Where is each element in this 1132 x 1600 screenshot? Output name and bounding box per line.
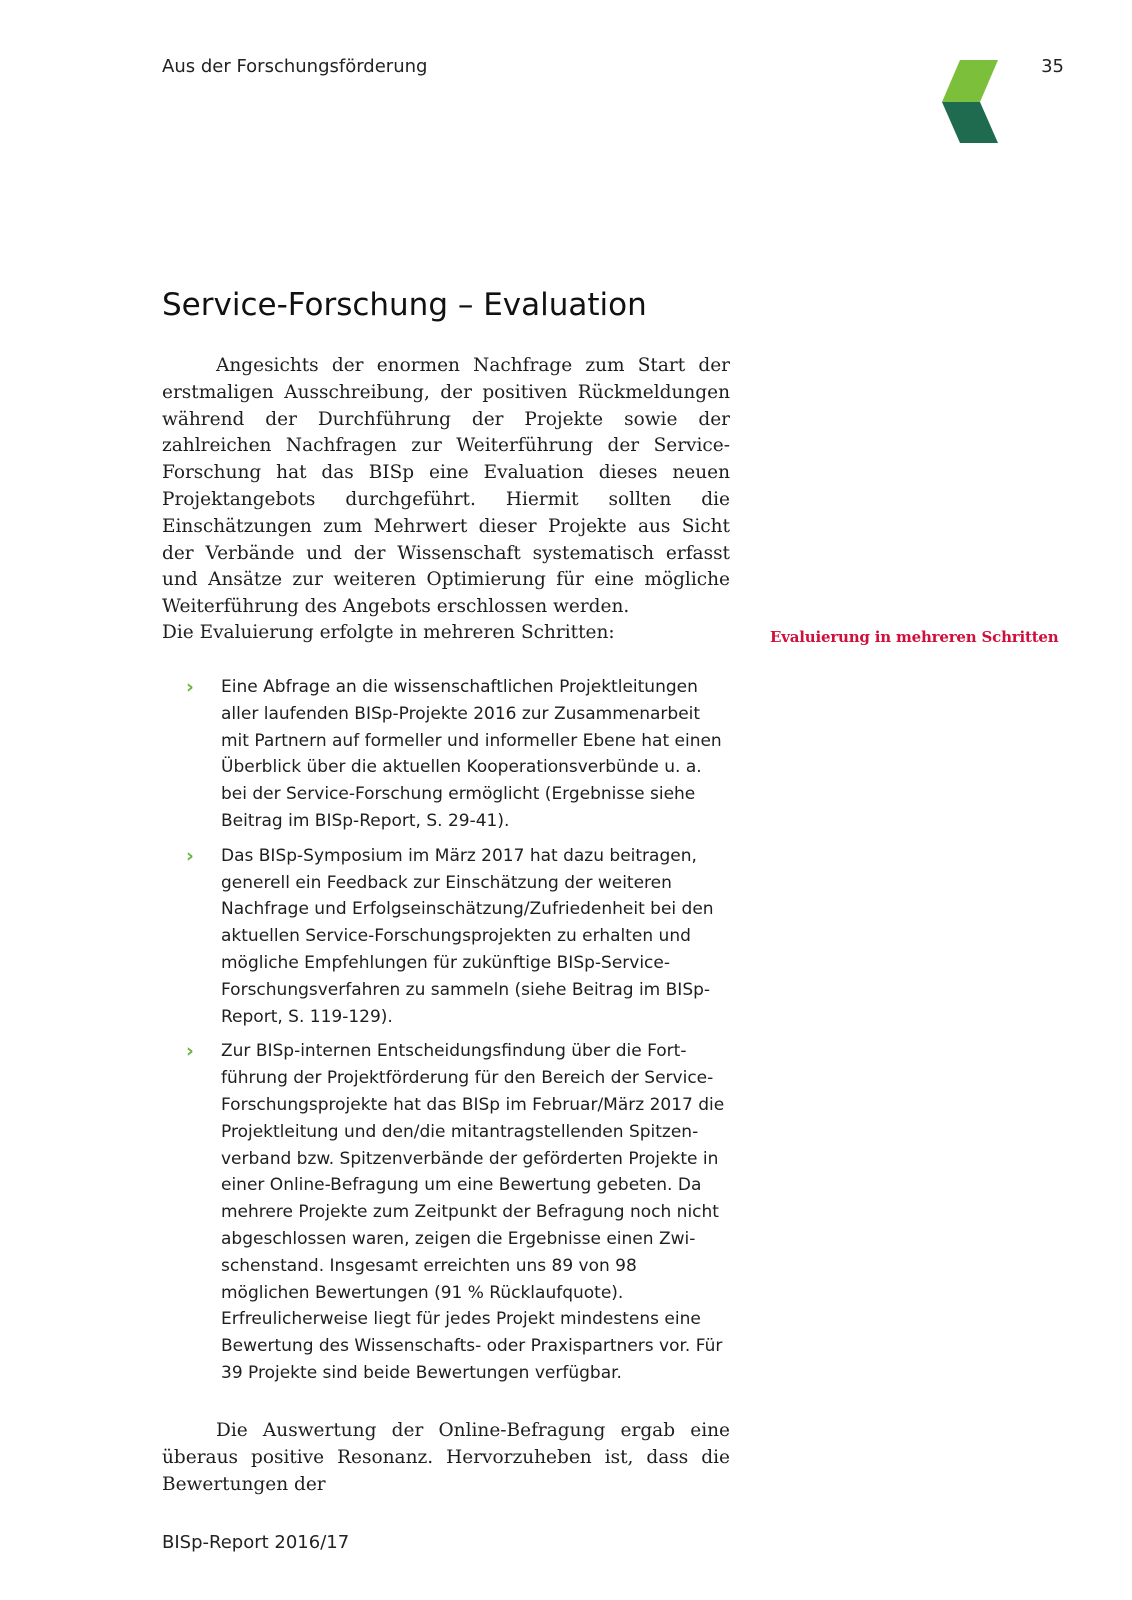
running-head-title: Aus der Forschungsförderung (162, 56, 428, 77)
list-item (162, 843, 730, 1031)
intro-paragraph: Angesichts der enormen Nachfrage zum Start der erstmaligen Ausschreibung, der positiven Rückmeldungen während der Durchführung der Projekte sowie der zahlreichen Nachfragen zur Weiterführung der Service-Forschung hat das BISp eine Evaluation dieses neuen Projektangebots durchgeführt. Hiermit sollten die Einschätzungen zum Mehrwert dieser Projekte aus Sicht der Verbände und der Wissenschaft systematisch erfasst und Ansätze zur weiteren Optimierung für eine mögliche Weiterführung des Angebots erschlossen werden. (162, 355, 730, 618)
closing-paragraph: Die Auswertung der Online-Befragung ergab eine überaus positive Resonanz. Hervorzuheben ist, dass die Bewertungen der (162, 1420, 730, 1495)
chevron-right-icon: › (186, 1040, 194, 1063)
margin-note: Evaluierung in mehreren Schritten (770, 628, 1059, 646)
chevron-right-icon: › (186, 844, 194, 867)
page-number: 35 (1041, 56, 1064, 77)
footer-publication: BISp-Report 2016/17 (162, 1532, 350, 1553)
evaluation-steps-list (162, 674, 730, 1395)
list-item-text: Das BISp-Symposium im März 2017 hat dazu beitragen, generell ein Feedback zur Einschätzung der weiteren Nachfrage und Erfolgseinschätzung/Zufriedenheit bei den aktuellen Service-Forschungsprojekten zu erhalten und mögliche Empfehlungen für zukünftige BISp-Service-Forschungsverfahren zu sammeln (siehe Beitrag im BISp-Report, S. 119-129). (221, 845, 714, 1027)
list-item-text: Eine Abfrage an die wissenschaftlichen Projektleitungen aller laufenden BISp-Projekte 2016 zur Zusammenarbeit mit Partnern auf formeller und informeller Ebene hat einen Überblick über die aktuellen Kooperationsverbünde u. a. bei der Service-Forschung ermöglicht (Ergebnisse siehe Beitrag im BISp-Report, S. 29-41). (221, 677, 722, 831)
list-item-text: Zur BISp-internen Entscheidungsfindung über die Fortführung der Projektförderung für den Bereich der Service-Forschungsprojekte hat das BISp im Februar/März 2017 die Projektleitung und den/die mitantragstellenden Spitzenverband bzw. Spitzenverbände der geförderten Projekte in einer Online-Befragung um eine Bewertung gebeten. Da mehrere Projekte zum Zeitpunkt der Befragung noch nicht abgeschlossen waren, zeigen die Ergebnisse einen Zwischenstand. Insgesamt erreichten uns 89 von 98 möglichen Bewertungen (91 % Rücklaufquote). Erfreulicherweise liegt für jedes Projekt mindestens eine Bewertung des Wissenschafts- oder Praxispartners vor. Für 39 Projekte sind beide Bewertungen verfügbar. (221, 1041, 725, 1383)
list-item (162, 674, 730, 835)
logo-upper-chevron (942, 60, 998, 102)
logo-lower-chevron (942, 102, 998, 143)
steps-intro-paragraph: Die Evaluierung erfolgte in mehreren Schritten: (162, 622, 615, 643)
chevron-right-icon: › (186, 676, 194, 698)
list-item (162, 1038, 730, 1386)
bisp-chevron-logo-icon (940, 60, 998, 143)
section-title: Service-Forschung – Evaluation (162, 287, 647, 323)
